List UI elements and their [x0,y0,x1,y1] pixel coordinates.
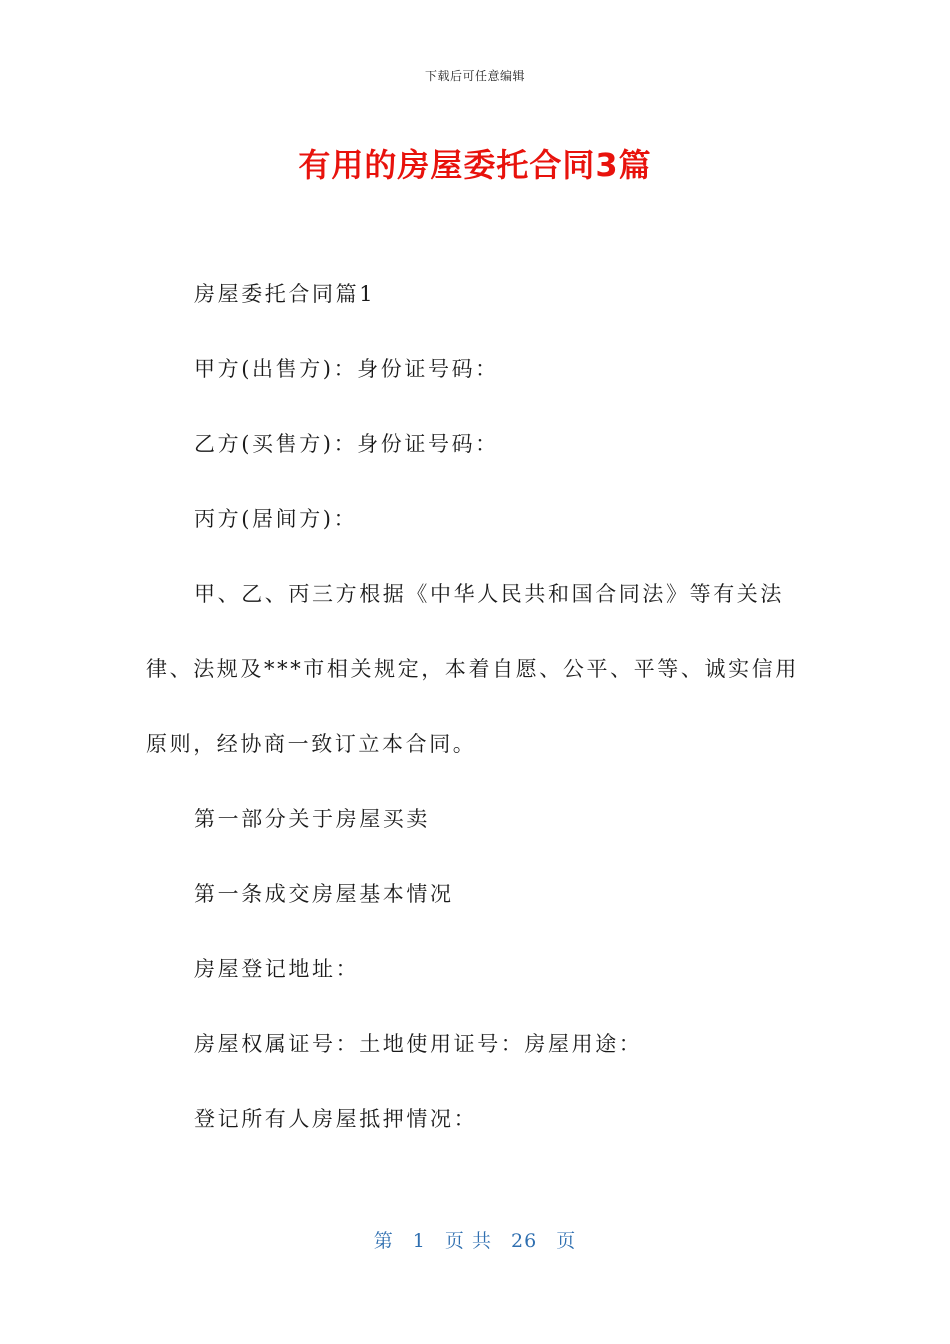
footer-middle: 页 共 [444,1230,492,1252]
page-number-footer [0,1226,950,1253]
certificate-line: 房屋权属证号：土地使用证号：房屋用途： [194,1032,643,1056]
party-a-line: 甲方(出售方)：身份证号码： [194,357,499,381]
footer-total-pages: 26 [511,1230,538,1252]
footer-current-page: 1 [412,1230,426,1252]
header-note: 下载后可任意编辑 [424,69,525,83]
document-title: 有用的房屋委托合同3篇 [298,146,652,184]
footer-prefix: 第 [373,1230,394,1252]
article-heading: 第一条成交房屋基本情况 [194,882,454,906]
part-heading: 第一部分关于房屋买卖 [194,807,430,831]
section-heading: 房屋委托合同篇1 [194,282,376,306]
document-body [146,276,806,1176]
party-c-line: 丙方(居间方)： [194,507,358,531]
preamble-paragraph: 甲、乙、丙三方根据《中华人民共和国合同法》等有关法律、法规及***市相关规定，本着自愿、公平、平等、诚实信用原则，经协商一致订立本合同。 [146,582,799,757]
party-b-line: 乙方(买售方)：身份证号码： [194,432,499,456]
mortgage-line: 登记所有人房屋抵押情况： [194,1107,478,1131]
address-line: 房屋登记地址： [194,957,360,981]
footer-suffix: 页 [556,1230,577,1252]
